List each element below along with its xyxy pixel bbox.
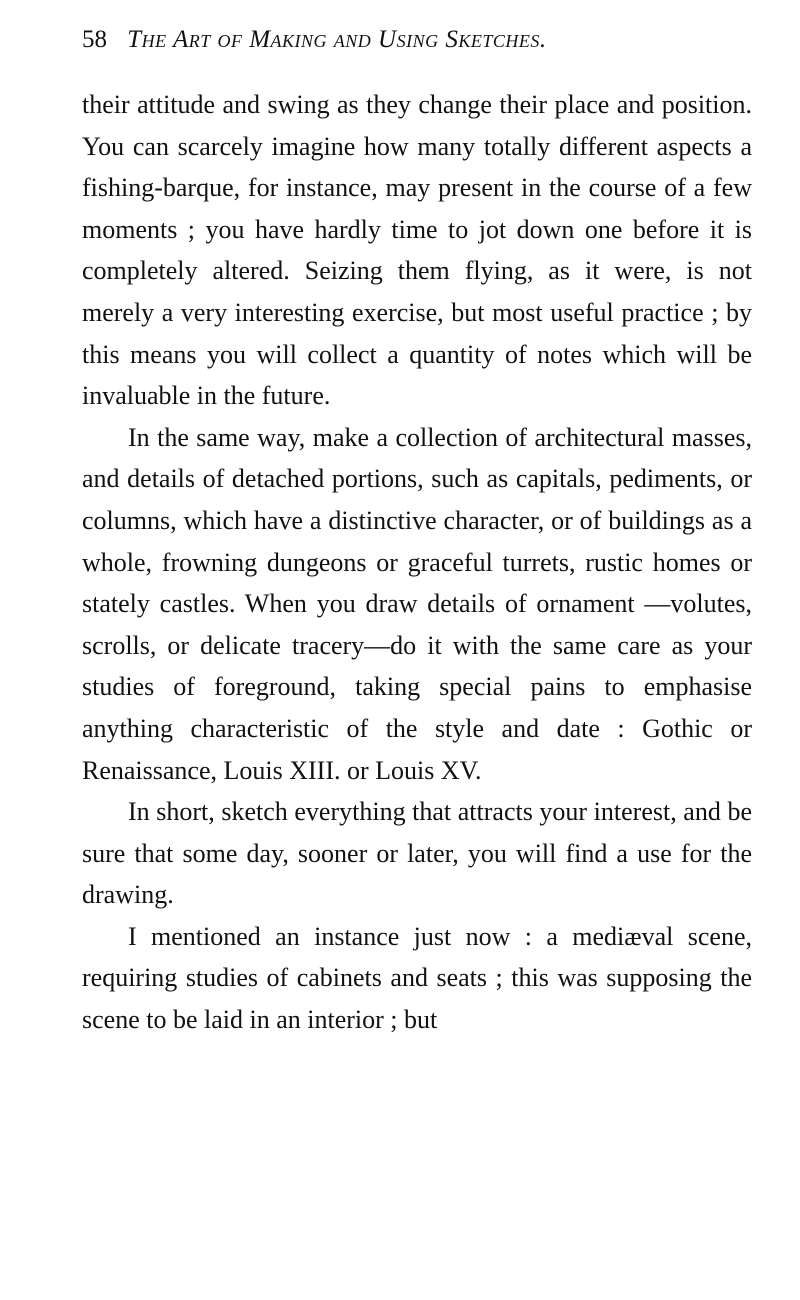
body-text [82,84,752,1041]
paragraph-mediaeval-scene: I mentioned an instance just now : a mediæval scene, requiring studies of cabinets and seats ; this was supposing the scene to be laid in an interior ; but [82,921,752,1035]
page-number: 58 [82,26,107,53]
running-head [82,20,752,60]
paragraph-continued: their attitude and swing as they change their place and position. You can scarcely imagine how many totally different aspects a fishing-barque, for instance, may present in the course of a few moments ; you have hardly time to jot down one before it is completely altered. Seizing them flying, as it were, is not merely a very interesting exercise, but most useful practice ; by this means you will collect a quantity of notes which will be invaluable in the future. [82,90,752,411]
paragraph-architecture: In the same way, make a collection of architectural masses, and details of detached portions, such as capitals, pediments, or columns, which have a distinctive character, or of buildings as a whole, frowning dungeons or graceful turrets, rustic homes or stately castles. When you draw details of ornament —volutes, scrolls, or delicate tracery—do it with the same care as your studies of foreground, taking special pains to emphasise anything characteristic of the style and date : Gothic or Renaissance, Louis XIII. or Louis XV. [82,422,752,785]
running-head-title: The Art of Making and Using Sketches. [127,26,547,53]
paragraph-sketch-everything: In short, sketch everything that attracts your interest, and be sure that some day, sooner or later, you will find a use for the drawing. [82,797,752,910]
book-page [82,20,752,1041]
